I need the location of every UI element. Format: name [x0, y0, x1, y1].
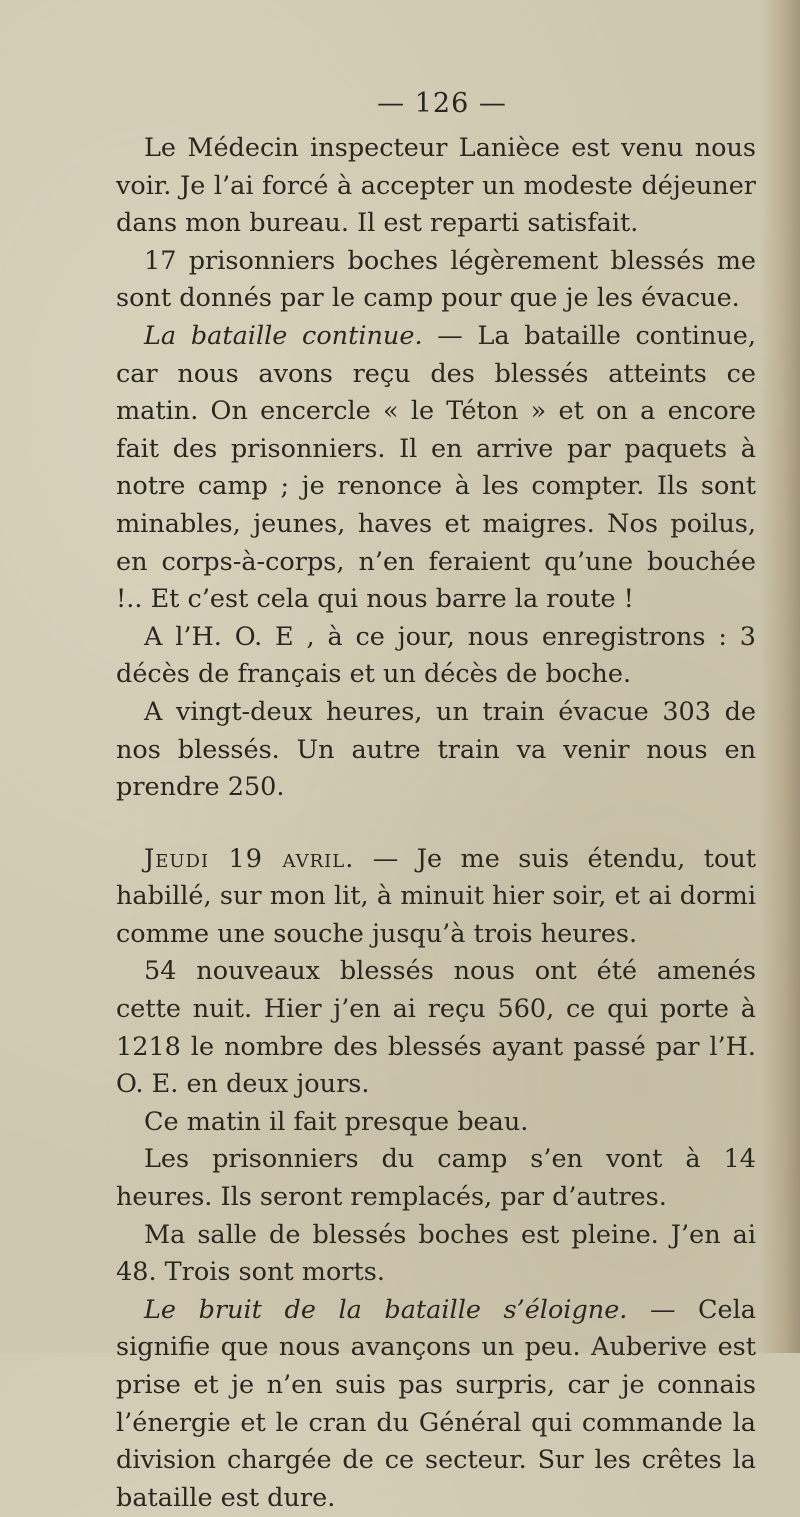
paragraph-ward: Ma salle de blessés boches est pleine. J’en ai 48. Trois sont morts. — [116, 1219, 756, 1288]
entry-date: Jeudi 19 avril. — [144, 843, 355, 874]
paragraph-prisoners: 17 prisonniers boches légèrement blessés me sont donnés par le camp pour que je les évacue. — [116, 245, 756, 314]
paragraph-new-wounded: 54 nouveaux blessés nous ont été amenés cette nuit. Hier j’en ai reçu 560, ce qui porte à 1218 le nombre des blessés ayant passé par l’H. O. E. en deux jours. — [116, 956, 756, 1100]
entry-text: — Je me suis étendu, tout habillé, sur mon lit, à minuit hier soir, et ai dormi comme une souche jusqu’à trois heures. — [116, 843, 756, 949]
paragraph-battle-recedes — [116, 1292, 756, 1517]
battle-recedes-italic: Le bruit de la bataille s’éloigne. — [144, 1294, 628, 1325]
paragraph-battle-continues — [116, 318, 756, 619]
paragraph-prisoners-leave: Les prisonniers du camp s’en vont à 14 heures. Ils seront remplacés, par d’autres. — [116, 1144, 756, 1213]
page-edge-shadow — [760, 0, 800, 1353]
page-number: — 126 — — [377, 88, 507, 119]
paragraph-visit: Le Médecin inspecteur Lanièce est venu nous voir. Je l’ai forcé à accepter un modeste déjeuner dans mon bureau. Il est reparti satisfait. — [116, 133, 756, 239]
battle-continues-italic: La bataille continue. — [144, 320, 423, 351]
paragraph-thursday-entry — [116, 841, 756, 954]
entry-gap — [116, 807, 756, 841]
paragraph-deaths: A l’H. O. E , à ce jour, nous enregistrons : 3 décès de français et un décès de boche. — [116, 621, 756, 690]
book-page — [116, 84, 756, 1517]
battle-continues-text: — La bataille continue, car nous avons reçu des blessés atteints ce matin. On encercle « le Téton » et on a encore fait des prisonniers. Il en arrive par paquets à notre camp ; je renonce à les compter. Ils sont minables, jeunes, haves et maigres. Nos poilus, en corps-à-corps, n’en feraient qu’une bouchée !.. Et c’est cela qui nous barre la route ! — [116, 320, 756, 615]
paragraph-train: A vingt-deux heures, un train évacue 303 de nos blessés. Un autre train va venir nous en prendre 250. — [116, 696, 756, 803]
battle-recedes-text: — Cela signifie que nous avançons un peu. Auberive est prise et je n’en suis pas surpris, car je connais l’énergie et le cran du Général qui commande la division chargée de ce secteur. Sur les crêtes la bataille est dure. — [116, 1294, 757, 1513]
paragraph-weather: Ce matin il fait presque beau. — [144, 1106, 529, 1137]
